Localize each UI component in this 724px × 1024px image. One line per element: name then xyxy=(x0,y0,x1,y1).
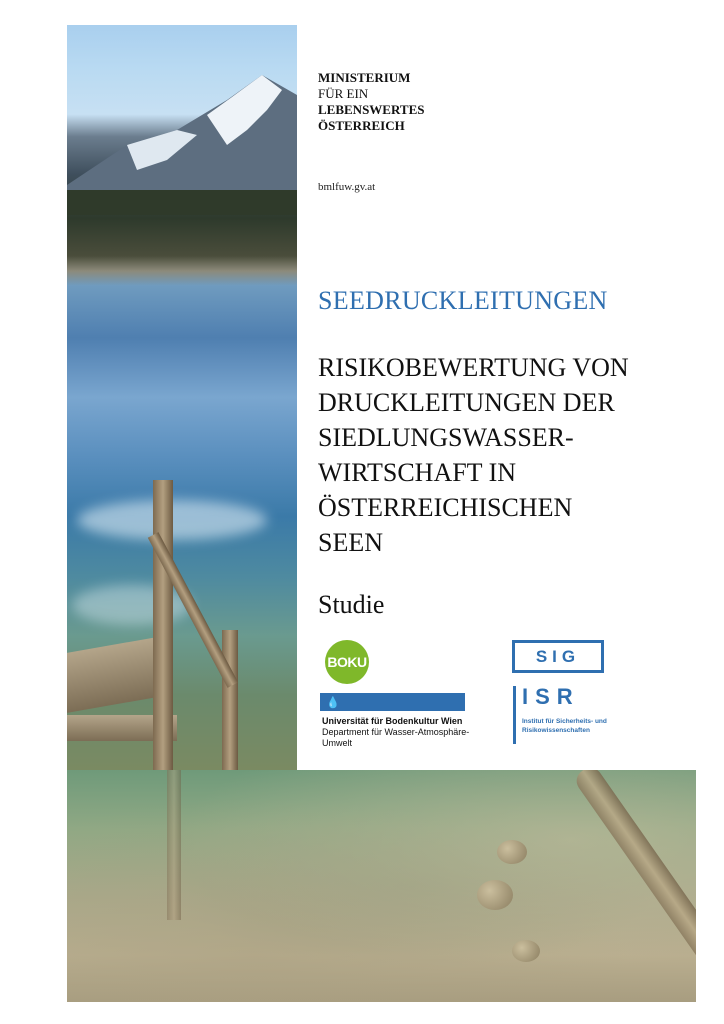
document-subtitle xyxy=(318,350,708,560)
water-drop-icon: 💧 xyxy=(326,696,340,709)
boku-logo: BOKU xyxy=(325,640,369,684)
ministry-header xyxy=(318,70,424,134)
stone xyxy=(512,940,540,962)
isr-institute-name: Institut für Sicherheits- und Risikowissenschaften xyxy=(522,718,607,734)
pier-post-reflection xyxy=(167,770,181,920)
lake-mountain-photo xyxy=(67,25,297,770)
stone xyxy=(477,880,513,910)
ministry-line: FÜR EIN xyxy=(318,86,369,101)
sig-logo: SIG xyxy=(512,640,604,673)
title-line: SIEDLUNGSWASSER- xyxy=(318,423,574,452)
title-line: DRUCKLEITUNGEN DER xyxy=(318,388,615,417)
isr-logo-rule xyxy=(513,686,516,744)
pier-deck xyxy=(67,637,157,713)
ministry-line: LEBENSWERTES xyxy=(318,102,425,117)
pier-post xyxy=(222,630,238,770)
title-line: ÖSTERREICHISCHEN xyxy=(318,493,573,522)
cloud-reflection xyxy=(72,585,192,625)
title-line: RISIKOBEWERTUNG VON xyxy=(318,353,629,382)
isr-logo: ISR xyxy=(522,684,580,709)
title-line: WIRTSCHAFT IN xyxy=(318,458,517,487)
document-type: Studie xyxy=(318,590,385,619)
document-title: SEEDRUCKLEITUNGEN xyxy=(318,286,608,315)
title-line: SEEN xyxy=(318,528,383,557)
boku-department-name: Department für Wasser-Atmosphäre-Umwelt xyxy=(322,727,470,748)
ministry-line: MINISTERIUM xyxy=(318,70,411,85)
ministry-line: ÖSTERREICH xyxy=(318,118,405,133)
pier-post xyxy=(153,480,173,770)
boku-logo-bar xyxy=(320,693,465,711)
lake-bed-photo xyxy=(67,770,696,1002)
stone xyxy=(497,840,527,864)
website-link[interactable]: bmlfuw.gv.at xyxy=(318,181,376,193)
boku-university-name: Universität für Bodenkultur Wien xyxy=(322,716,463,726)
mountain-graphic xyxy=(67,75,297,215)
